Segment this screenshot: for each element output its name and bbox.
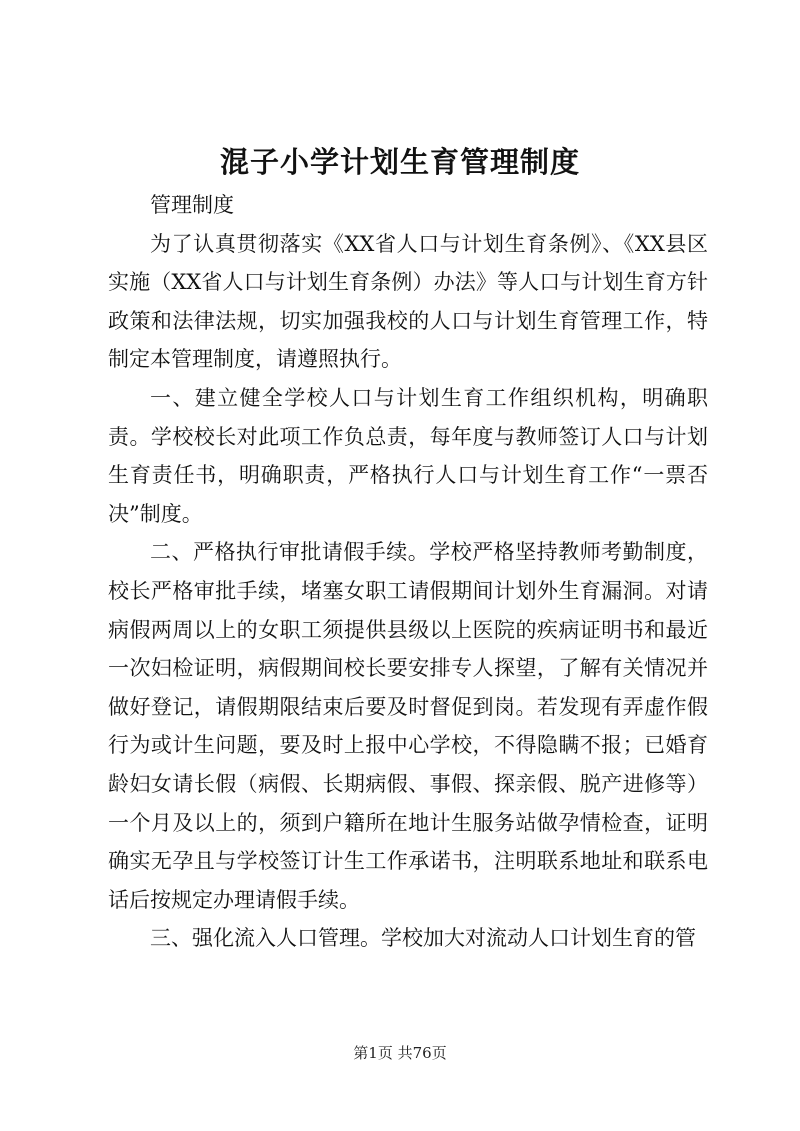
section-heading: 管理制度: [150, 193, 234, 217]
intro-paragraph: 为了认真贯彻落实《XX省人口与计划生育条例》、《XX县区实施（XX省人口与计划生育条例）办法》等人口与计划生育方针政策和法律法规，切实加强我校的人口与计划生育管理工作，特制定本管理制度，请遵照执行。: [108, 231, 708, 372]
document-body: [108, 186, 708, 958]
page-footer: 第1页 共76页: [353, 1044, 447, 1062]
paragraph-2: 二、严格执行审批请假手续。学校严格坚持教师考勤制度，校长严格审批手续，堵塞女职工请假期间计划外生育漏洞。对请病假两周以上的女职工须提供县级以上医院的疾病证明书和最近一次妇检证明，病假期间校长要安排专人探望，了解有关情况并做好登记，请假期限结束后要及时督促到岗。若发现有弄虚作假行为或计生问题，要及时上报中心学校，不得隐瞒不报；已婚育龄妇女请长假（病假、长期病假、事假、探亲假、脱产进修等）一个月及以上的，须到户籍所在地计生服务站做孕情检查，证明确实无孕且与学校签订计生工作承诺书，注明联系地址和联系电话后按规定办理请假手续。: [108, 540, 708, 912]
document-title: 混子小学计划生育管理制度: [219, 145, 580, 179]
paragraph-3: 三、强化流入人口管理。学校加大对流动人口计划生育的管: [150, 926, 696, 951]
paragraph-1: 一、建立健全学校人口与计划生育工作组织机构，明确职责。学校校长对此项工作负总责，每年度与教师签订人口与计划生育责任书，明确职责，严格执行人口与计划生育工作“一票否决”制度。: [108, 385, 708, 526]
